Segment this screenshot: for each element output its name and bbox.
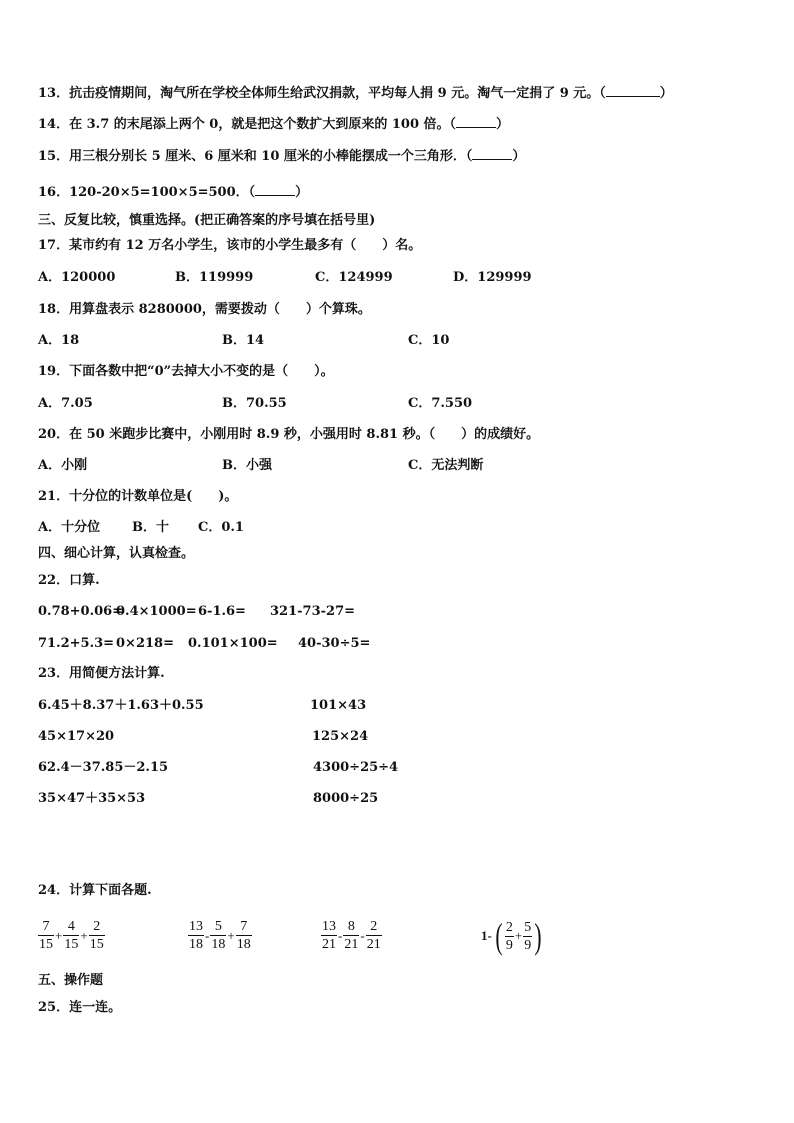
q22-item: 0.4×1000=	[116, 604, 197, 619]
fraction: $\frac{5}{9}$	[524, 919, 532, 953]
fraction: $\frac{2}{15}$	[89, 919, 104, 952]
section-5-heading: 五、操作题	[38, 973, 104, 988]
bracket-close: ）	[295, 185, 309, 200]
question-23-title: 23．用简便方法计算.	[38, 666, 165, 681]
q20-option-a[interactable]: A．小刚	[38, 458, 88, 473]
answer-blank-14[interactable]	[456, 115, 496, 128]
operator: -	[338, 927, 343, 943]
answer-blank-13[interactable]	[606, 84, 660, 97]
q24-expression-2	[188, 918, 252, 953]
question-24-title: 24．计算下面各题.	[38, 883, 152, 898]
q22-item: 0.101×100=	[188, 636, 278, 651]
q21-option-c[interactable]: C．0.1	[198, 520, 244, 535]
fraction: $\frac{13}{21}$	[322, 919, 336, 952]
fraction: $\frac{2}{21}$	[366, 919, 381, 952]
q18-option-c[interactable]: C．10	[408, 333, 450, 348]
question-16-text: 16．120-20×5=100×5=500．（	[38, 185, 256, 200]
q22-item: 0.78+0.06=	[38, 604, 124, 619]
q23-item: 125×24	[312, 729, 369, 744]
q23-item: 45×17×20	[38, 729, 115, 744]
q20-option-c[interactable]: C．无法判断	[408, 458, 484, 473]
q19-option-c[interactable]: C．7.550	[408, 396, 473, 411]
question-17-stem: 17．某市约有 12 万名小学生，该市的小学生最多有（ ）名。	[38, 238, 422, 253]
section-4-heading: 四、细心计算，认真检查。	[38, 546, 195, 561]
q18-option-a[interactable]: A．18	[38, 333, 80, 348]
operator: +	[514, 928, 523, 943]
fraction: $\frac{7}{15}$	[39, 919, 53, 952]
section-3-heading: 三、反复比较，慎重选择。(把正确答案的序号填在括号里)	[38, 213, 376, 228]
operator: +	[55, 927, 63, 943]
q22-item: 0×218=	[116, 636, 174, 651]
q18-option-b[interactable]: B．14	[222, 333, 265, 348]
operator: +	[227, 927, 235, 943]
question-15	[38, 147, 525, 165]
question-19-stem: 19．下面各数中把“0”去掉大小不变的是（ ）。	[38, 364, 334, 379]
question-25-title: 25．连一连。	[38, 1000, 122, 1015]
operator: +	[80, 927, 88, 943]
fraction: $\frac{4}{15}$	[64, 919, 79, 952]
q21-option-b[interactable]: B．十	[132, 520, 169, 535]
fraction: $\frac{2}{9}$	[505, 919, 513, 953]
question-21-stem: 21．十分位的计数单位是( )。	[38, 489, 238, 504]
question-13-text: 13．抗击疫情期间，淘气所在学校全体师生给武汉捐款，平均每人捐 9 元。淘气一定捐了 9 元。（	[38, 86, 606, 101]
fraction: $\frac{7}{18}$	[236, 919, 251, 952]
question-14	[38, 115, 509, 133]
q17-option-d[interactable]: D．129999	[453, 270, 532, 285]
q22-item: 40-30÷5=	[298, 636, 371, 651]
q23-item: 62.4－37.85－2.15	[38, 760, 169, 775]
right-paren: )	[534, 916, 542, 956]
q24-expression-3	[321, 918, 382, 953]
q21-option-a[interactable]: A．十分位	[38, 520, 101, 535]
operator: -	[205, 927, 210, 943]
q24-expression-1	[38, 918, 105, 953]
q17-option-c[interactable]: C．124999	[315, 270, 393, 285]
answer-blank-15[interactable]	[472, 147, 512, 160]
left-paren: (	[495, 916, 503, 956]
fraction: $\frac{5}{18}$	[211, 919, 226, 952]
question-22-title: 22．口算.	[38, 573, 100, 588]
bracket-close: ）	[659, 86, 673, 101]
q19-option-a[interactable]: A．7.05	[38, 396, 93, 411]
question-15-text: 15．用三根分别长 5 厘米、6 厘米和 10 厘米的小棒能摆成一个三角形．（	[38, 149, 473, 164]
q23-item: 4300÷25÷4	[313, 760, 399, 775]
bracket-close: ）	[512, 149, 526, 164]
question-18-stem: 18．用算盘表示 8280000，需要拨动（ ）个算珠。	[38, 302, 371, 317]
q22-item: 6-1.6=	[198, 604, 246, 619]
question-13	[38, 84, 673, 102]
question-16	[38, 183, 308, 201]
fraction: $\frac{13}{18}$	[189, 919, 203, 952]
q23-item: 101×43	[310, 698, 367, 713]
q19-option-b[interactable]: B．70.55	[222, 396, 287, 411]
q20-option-b[interactable]: B．小强	[222, 458, 272, 473]
q23-item: 8000÷25	[313, 791, 379, 806]
q17-option-a[interactable]: A．120000	[38, 270, 116, 285]
answer-blank-16[interactable]	[255, 183, 295, 196]
question-20-stem: 20．在 50 米跑步比赛中，小刚用时 8.9 秒，小强用时 8.81 秒。（ ）的成绩好。	[38, 427, 540, 442]
operator: -	[360, 927, 365, 943]
q17-option-b[interactable]: B．119999	[175, 270, 254, 285]
leading-term: 1-	[481, 928, 492, 943]
q24-expression-4	[480, 918, 544, 954]
q23-item: 6.45＋8.37＋1.63＋0.55	[38, 698, 204, 713]
question-14-text: 14．在 3.7 的末尾添上两个 0，就是把这个数扩大到原来的 100 倍。（	[38, 117, 457, 132]
q22-item: 321-73-27=	[270, 604, 356, 619]
bracket-close: ）	[496, 117, 510, 132]
fraction: $\frac{8}{21}$	[344, 919, 359, 952]
q22-item: 71.2+5.3=	[38, 636, 115, 651]
q23-item: 35×47＋35×53	[38, 791, 146, 806]
